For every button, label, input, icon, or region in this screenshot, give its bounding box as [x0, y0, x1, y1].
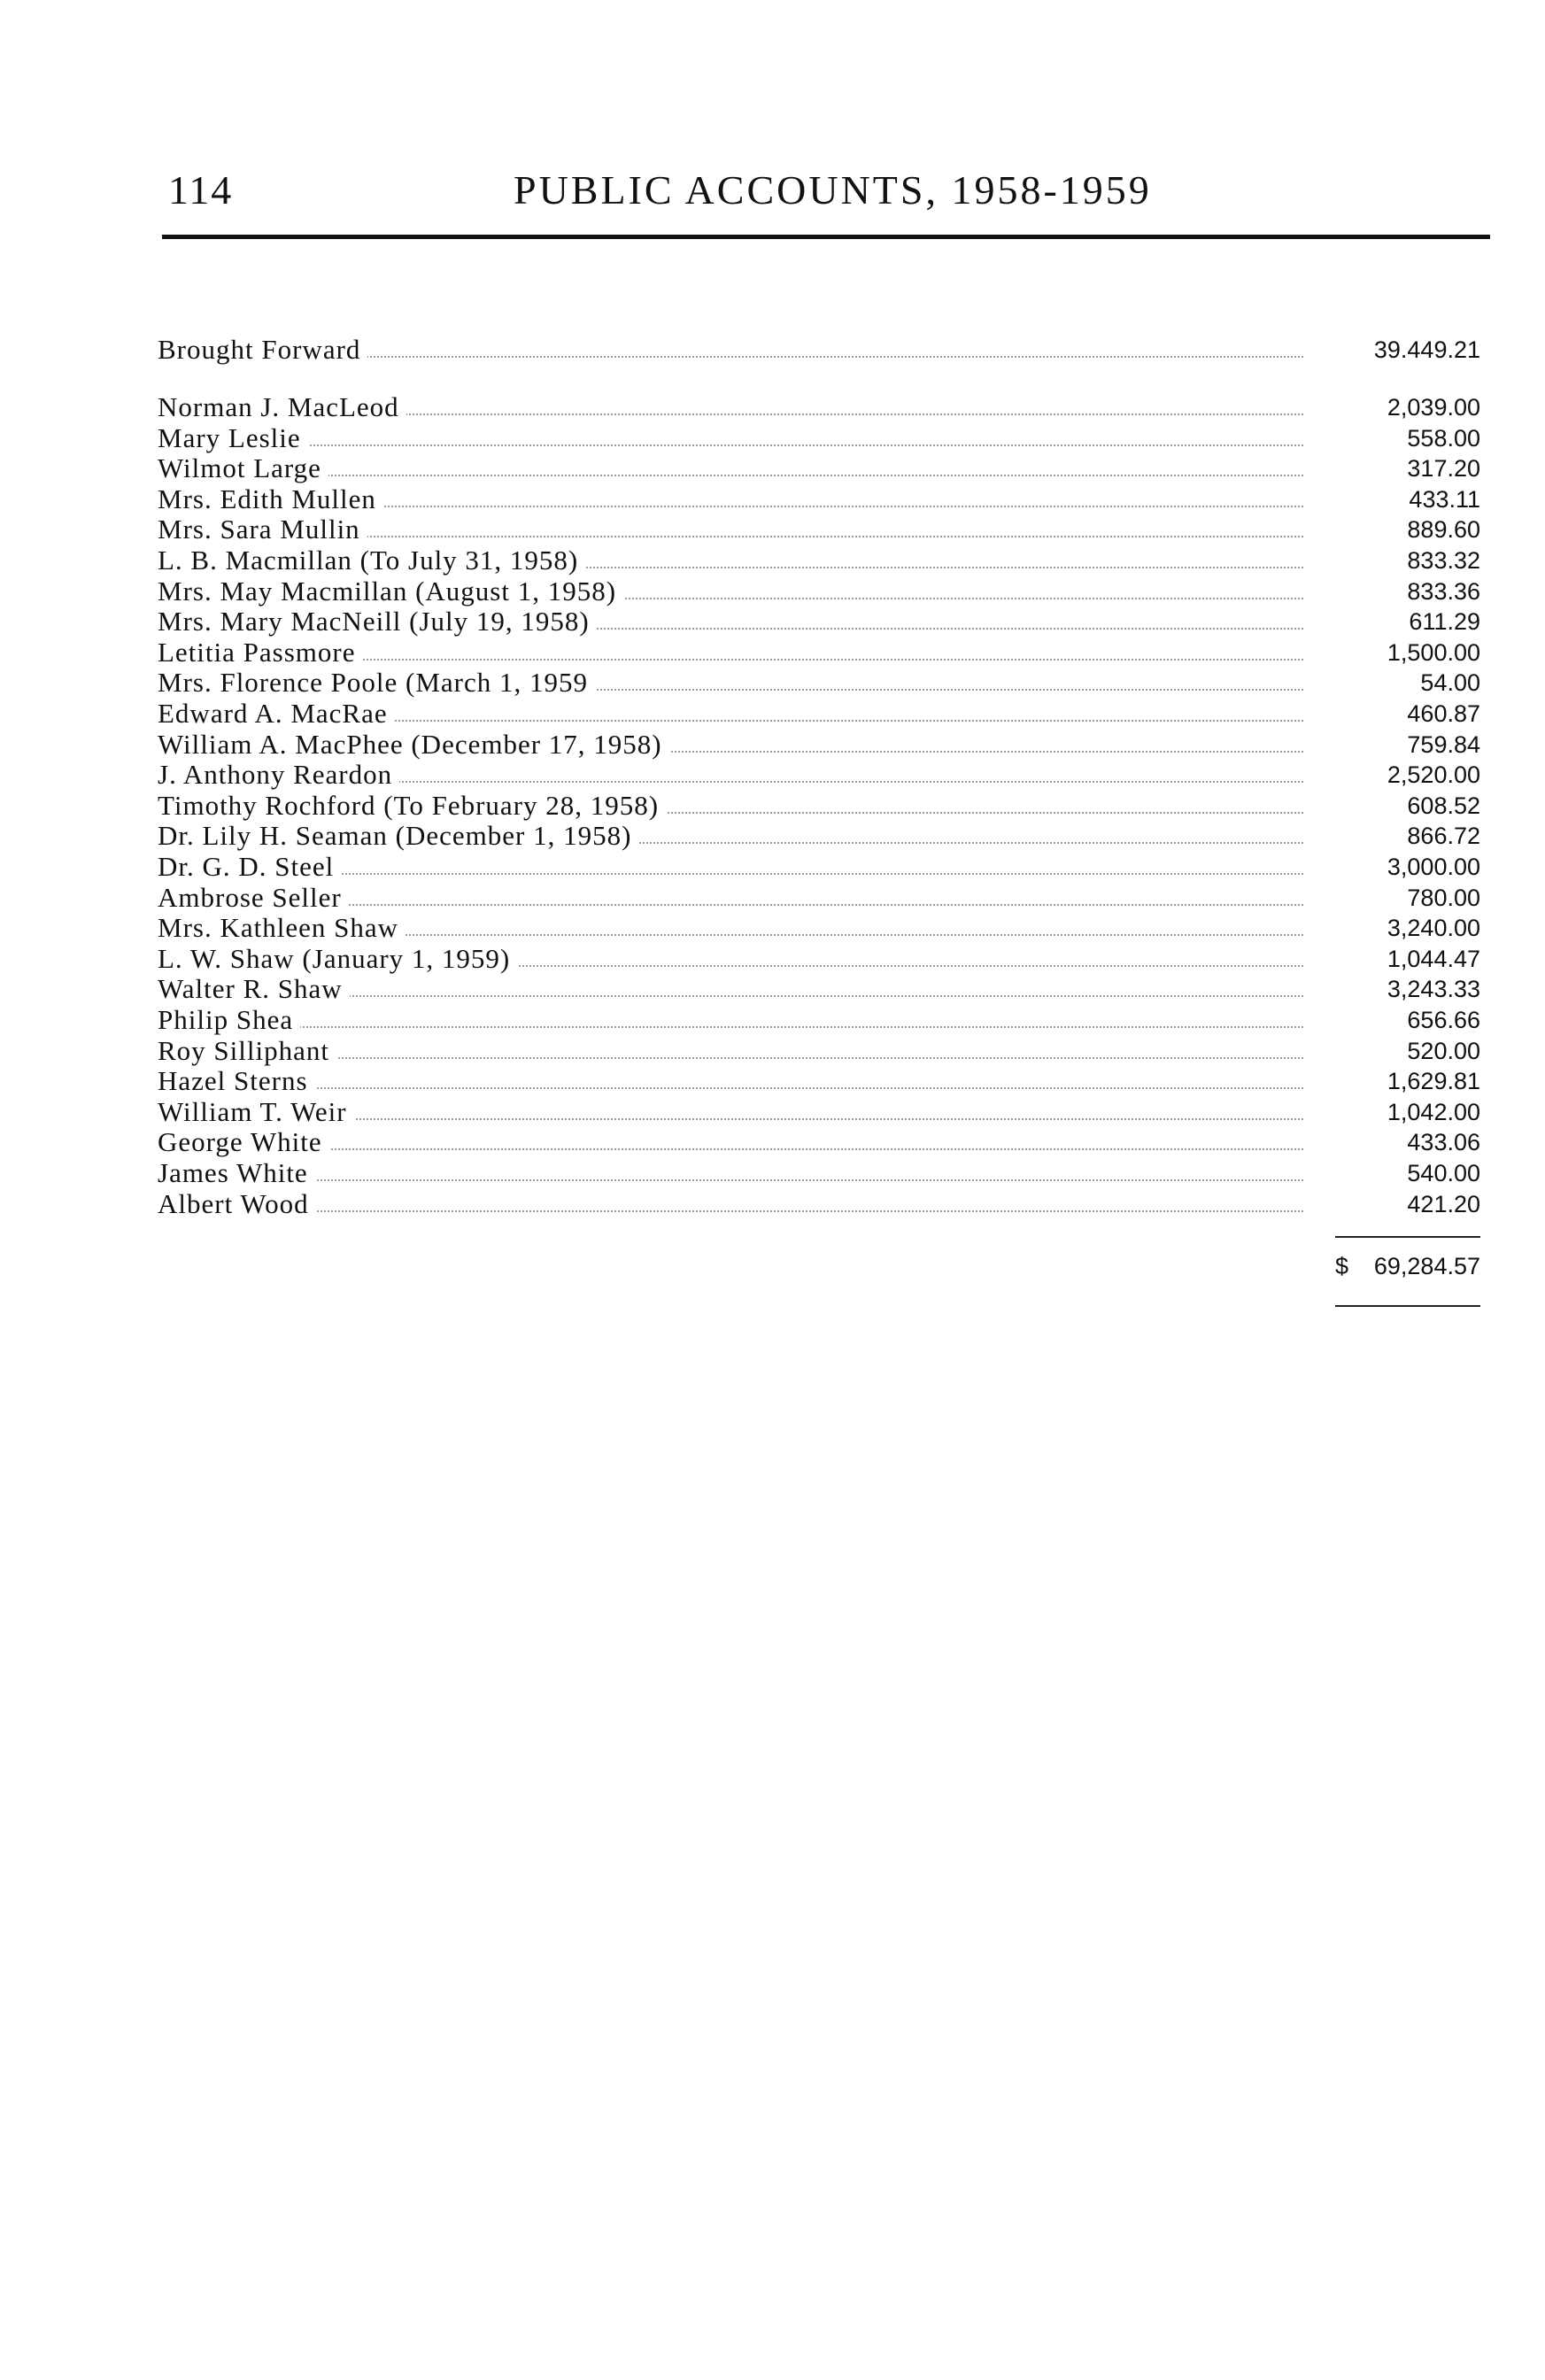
header-rule [162, 235, 1490, 239]
payee-name: Mrs. Mary MacNeill (July 19, 1958) [158, 607, 597, 637]
payee-amount: 889.60 [1312, 514, 1480, 545]
ledger-row [158, 699, 1480, 729]
payee-name: Dr. G. D. Steel [158, 852, 341, 882]
payee-amount: 2,520.00 [1312, 760, 1480, 790]
running-title: PUBLIC ACCOUNTS, 1958-1959 [514, 167, 1152, 212]
ledger-row [158, 913, 1480, 943]
total-rule-bottom [1335, 1305, 1480, 1307]
payee-amount: 780.00 [1312, 883, 1480, 913]
ledger-row [158, 974, 1480, 1004]
payee-name: Mrs. Sara Mullin [158, 514, 367, 545]
total-amount: 69,284.57 [1373, 1253, 1480, 1279]
payee-amount: 540.00 [1312, 1158, 1480, 1188]
payee-amount: 558.00 [1312, 423, 1480, 453]
payee-name: Mrs. May Macmillan (August 1, 1958) [158, 576, 623, 607]
ledger-row [158, 453, 1480, 483]
payee-name: Dr. Lily H. Seaman (December 1, 1958) [158, 821, 638, 851]
payee-name: William A. MacPhee (December 17, 1958) [158, 730, 669, 760]
ledger-row [158, 423, 1480, 453]
dot-leader [158, 1148, 1303, 1150]
payee-amount: 1,629.81 [1312, 1066, 1480, 1096]
payee-amount: 759.84 [1312, 730, 1480, 760]
payee-amount: 608.52 [1312, 791, 1480, 821]
ledger-row [158, 638, 1480, 668]
payee-name: J. Anthony Reardon [158, 760, 399, 790]
ledger-row [158, 1036, 1480, 1066]
dot-leader [158, 1026, 1303, 1028]
payee-amount: 421.20 [1312, 1189, 1480, 1219]
payee-name: Philip Shea [158, 1005, 300, 1035]
payee-amount: 3,240.00 [1312, 913, 1480, 943]
ledger-row [158, 791, 1480, 821]
payee-amount: 1,500.00 [1312, 638, 1480, 668]
ledger-row [158, 760, 1480, 790]
ledger-row [158, 545, 1480, 576]
total-currency: $ [1335, 1253, 1349, 1279]
ledger-row [158, 883, 1480, 913]
payee-amount: 1,042.00 [1312, 1097, 1480, 1127]
payee-amount: 3,000.00 [1312, 852, 1480, 882]
ledger-row [158, 821, 1480, 851]
payee-amount: 833.36 [1312, 576, 1480, 607]
page-number: 114 [168, 167, 234, 212]
ledger-row [158, 1066, 1480, 1096]
payee-name: Wilmot Large [158, 453, 328, 483]
payee-amount: 433.06 [1312, 1127, 1480, 1157]
payee-amount: 433.11 [1312, 484, 1480, 514]
payee-name: Mary Leslie [158, 423, 308, 453]
payee-amount: 656.66 [1312, 1005, 1480, 1035]
payee-name: William T. Weir [158, 1097, 354, 1127]
payee-name: Letitia Passmore [158, 638, 362, 668]
payee-name: George White [158, 1127, 329, 1157]
ledger-row [158, 392, 1480, 422]
payee-name: L. W. Shaw (January 1, 1959) [158, 944, 517, 974]
payee-name: Mrs. Florence Poole (March 1, 1959 [158, 668, 595, 698]
total-rule-top [1335, 1236, 1480, 1238]
ledger-row [158, 1097, 1480, 1127]
payee-amount: 54.00 [1312, 668, 1480, 698]
payee-name: Roy Silliphant [158, 1036, 336, 1066]
payee-amount: 3,243.33 [1312, 974, 1480, 1004]
ledger-row [158, 514, 1480, 545]
ledger-row [158, 1127, 1480, 1157]
payee-name: Ambrose Seller [158, 883, 349, 913]
ledger-row [158, 852, 1480, 882]
dot-leader [158, 444, 1303, 446]
payee-name: Mrs. Edith Mullen [158, 484, 383, 514]
brought-forward-amount: 39.449.21 [1312, 335, 1480, 365]
payee-name: Norman J. MacLeod [158, 392, 406, 422]
payee-amount: 2,039.00 [1312, 392, 1480, 422]
dot-leader [158, 1087, 1303, 1089]
page-header [168, 164, 1487, 217]
ledger-row [158, 1158, 1480, 1188]
payee-name: Timothy Rochford (To February 28, 1958) [158, 791, 666, 821]
payee-amount: 866.72 [1312, 821, 1480, 851]
payee-amount: 1,044.47 [1312, 944, 1480, 974]
ledger-row [158, 668, 1480, 698]
payee-name: Albert Wood [158, 1189, 316, 1219]
brought-forward-row [158, 335, 1480, 365]
payee-name: L. B. Macmillan (To July 31, 1958) [158, 545, 585, 576]
ledger-row [158, 1189, 1480, 1219]
payee-amount: 460.87 [1312, 699, 1480, 729]
payee-amount: 520.00 [1312, 1036, 1480, 1066]
brought-forward-label: Brought Forward [158, 335, 367, 365]
ledger-row [158, 944, 1480, 974]
payee-amount: 611.29 [1312, 607, 1480, 637]
dot-leader [158, 475, 1303, 476]
payee-name: James White [158, 1158, 315, 1188]
total-row [1335, 1248, 1480, 1284]
payee-name: Mrs. Kathleen Shaw [158, 913, 406, 943]
payee-amount: 317.20 [1312, 453, 1480, 483]
payee-amount: 833.32 [1312, 545, 1480, 576]
ledger-row [158, 1005, 1480, 1035]
dot-leader [158, 1179, 1303, 1181]
ledger-row [158, 576, 1480, 607]
payee-name: Hazel Sterns [158, 1066, 315, 1096]
ledger-row [158, 730, 1480, 760]
payee-name: Edward A. MacRae [158, 699, 395, 729]
dot-leader [158, 1210, 1303, 1212]
ledger-row [158, 484, 1480, 514]
ledger-row [158, 607, 1480, 637]
payee-name: Walter R. Shaw [158, 974, 350, 1004]
